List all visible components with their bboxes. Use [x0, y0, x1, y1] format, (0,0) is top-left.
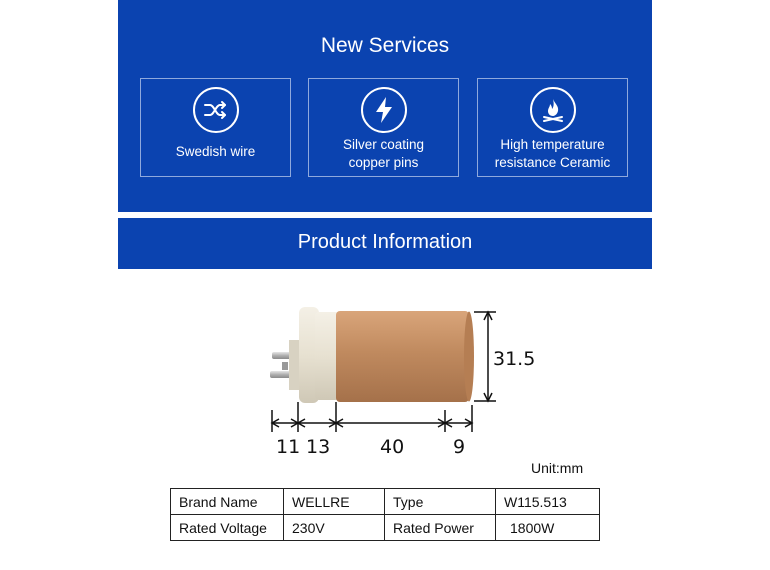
table-cell: 1800W [496, 515, 600, 541]
copper-pins [270, 340, 300, 390]
new-services-title: New Services [320, 34, 450, 57]
height-value: 31.5 [493, 348, 536, 370]
ceramic-heating-body [336, 311, 469, 402]
service-card-label: Silver coating copper pins [342, 137, 425, 170]
table-row [171, 489, 600, 515]
table-cell: Type [385, 489, 496, 515]
table-cell: Rated Voltage [171, 515, 284, 541]
segment-1-value: 11 [276, 436, 301, 458]
ceramic-cap [299, 307, 339, 403]
table-row [171, 515, 600, 541]
table-cell: Rated Power [385, 515, 496, 541]
service-card-label: Swedish wire [175, 144, 256, 159]
spec-table [170, 488, 600, 541]
table-cell: Brand Name [171, 489, 284, 515]
unit-label: Unit:mm [531, 460, 584, 476]
segment-3-value: 40 [380, 436, 405, 458]
service-card-label: High temperature resistance Ceramic [494, 137, 611, 170]
segment-4-value: 9 [453, 436, 466, 458]
length-dimensions [272, 402, 472, 432]
table-cell: 230V [284, 515, 385, 541]
segment-2-value: 13 [306, 436, 331, 458]
heating-body-end [464, 312, 474, 402]
table-cell: W115.513 [496, 489, 600, 515]
product-information-title: Product Information [297, 231, 473, 253]
table-cell: WELLRE [284, 489, 385, 515]
